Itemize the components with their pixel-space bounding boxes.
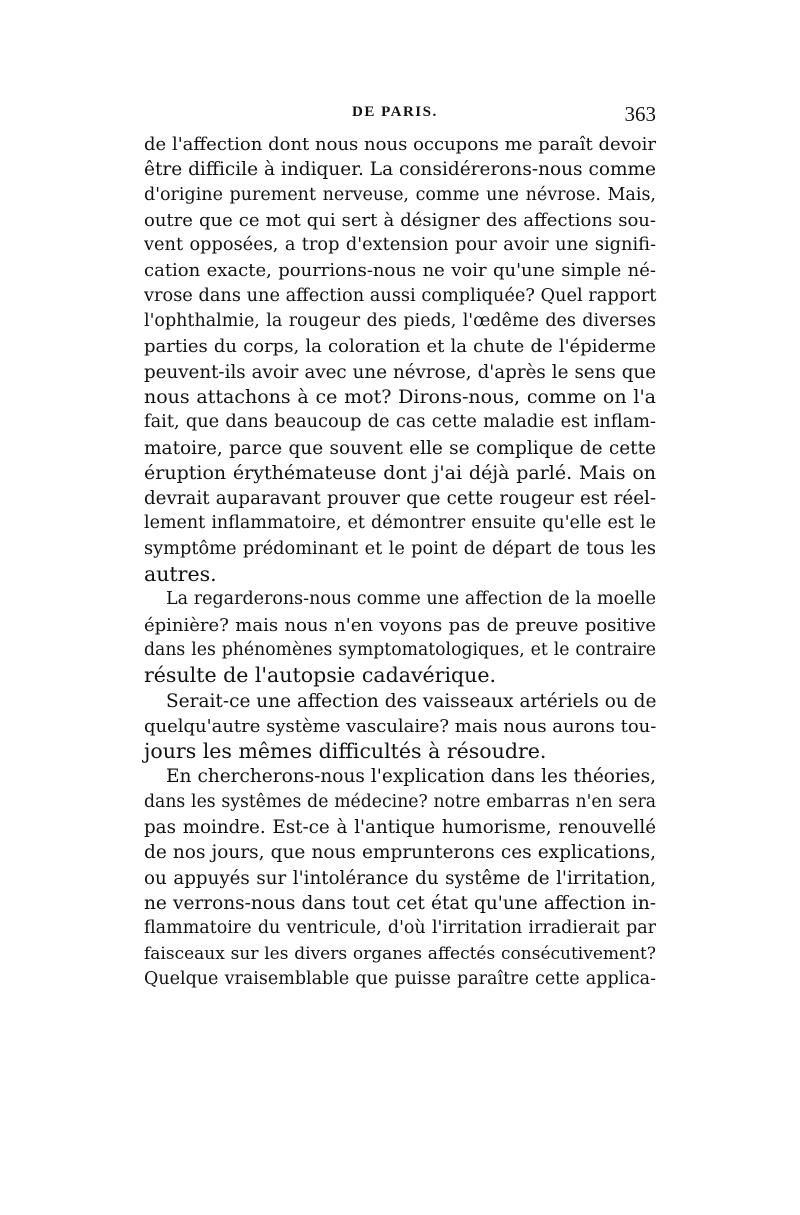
- text-line: dans les systêmes de médecine? notre embarras n'en sera: [144, 791, 656, 812]
- text-line: dans les phénomènes symptomatologiques, et le contraire: [144, 639, 656, 660]
- text-line: vrose dans une affection aussi compliquée? Quel rapport: [144, 285, 657, 306]
- text-line: résulte de l'autopsie cadavérique.: [144, 663, 497, 688]
- text-line: ou appuyés sur l'intolérance du systême de l'irritation,: [144, 867, 656, 889]
- text-line: de l'affection dont nous nous occupons me paraît devoir: [144, 134, 656, 155]
- text-line: éruption érythémateuse dont j'ai déjà parlé. Mais on: [144, 461, 656, 484]
- text-line: parties du corps, la coloration et la chute de l'épiderme: [144, 336, 656, 358]
- text-line: fait, que dans beaucoup de cas cette maladie est inflam-: [144, 412, 656, 433]
- text-line: nous attachons à ce mot? Dirons-nous, comme on l'a: [144, 385, 656, 408]
- text-line: autres.: [144, 562, 217, 587]
- body-text: [144, 132, 656, 992]
- text-line: l'ophthalmie, la rougeur des pieds, l'œdême des diverses: [144, 311, 656, 332]
- text-line: outre que ce mot qui sert à désigner des affections sou-: [144, 209, 656, 231]
- text-line: quelqu'autre système vasculaire? mais nous aurons tou-: [144, 715, 657, 737]
- text-line: En chercherons-nous l'explication dans les théories,: [166, 766, 656, 788]
- text-line: vent opposées, a trop d'extension pour avoir une signifi-: [144, 235, 656, 256]
- text-line: être difficile à indiquer. La considérerons-nous comme: [144, 159, 656, 181]
- text-line: flammatoire du ventricule, d'où l'irritation irradierait par: [144, 918, 656, 939]
- text-line: pas moindre. Est-ce à l'antique humorisme, renouvellé: [144, 817, 656, 839]
- text-line: d'origine purement nerveuse, comme une névrose. Mais,: [144, 184, 656, 205]
- text-line: lement inflammatoire, et démontrer ensuite qu'elle est le: [144, 513, 656, 534]
- text-line: faisceaux sur les divers organes affectés consécutivement?: [144, 943, 656, 964]
- text-line: La regarderons-nous comme une affection de la moelle: [166, 589, 656, 610]
- text-line: matoire, parce que souvent elle se complique de cette: [144, 437, 656, 459]
- page-number: 363: [624, 102, 656, 126]
- text-line: cation exacte, pourrions-nous ne voir qu'une simple né-: [144, 260, 656, 282]
- text-line: Quelque vraisemblable que puisse paraître cette applica-: [144, 968, 656, 989]
- running-title: DE PARIS.: [352, 104, 438, 120]
- text-line: de nos jours, que nous emprunterons ces explications,: [144, 842, 656, 864]
- text-line: devrait auparavant prouver que cette rougeur est réel-: [144, 488, 656, 510]
- text-line: peuvent-ils avoir avec une névrose, d'après le sens que: [144, 361, 656, 383]
- text-line: épinière? mais nous n'en voyons pas de preuve positive: [144, 614, 656, 636]
- text-line: symptôme prédominant et le point de départ de tous les: [144, 538, 656, 559]
- text-line: Serait-ce une affection des vaisseaux artériels ou de: [166, 690, 657, 712]
- text-line: jours les mêmes difficultés à résoudre.: [144, 739, 547, 764]
- text-line: ne verrons-nous dans tout cet état qu'une affection in-: [144, 892, 656, 914]
- page-header: [140, 102, 656, 132]
